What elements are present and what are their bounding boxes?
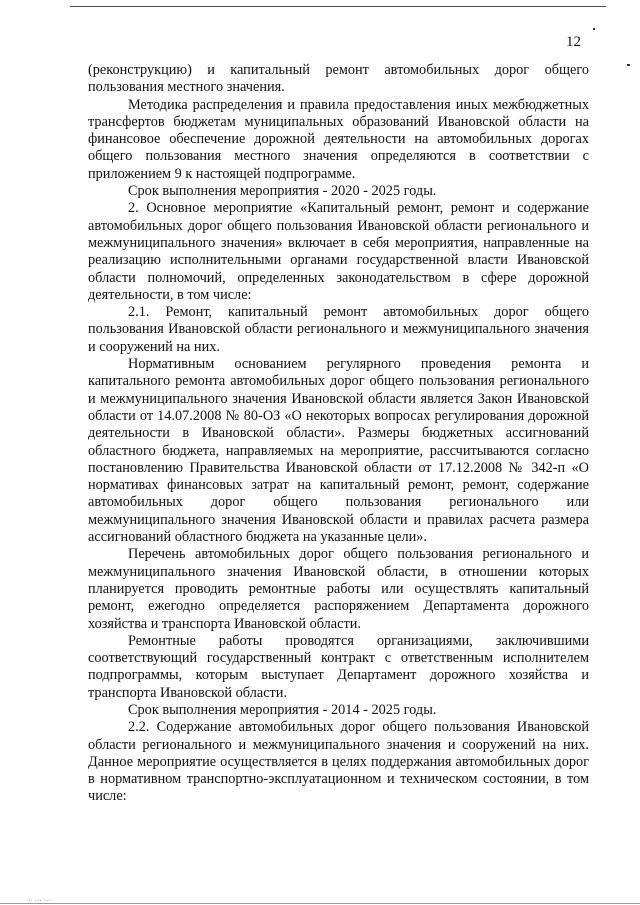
top-edge-line bbox=[70, 6, 606, 7]
scan-speck bbox=[627, 64, 630, 66]
paragraph-repair-works: Ремонтные работы проводятся организациями, заключившими соответствующий государственный контракт с ответственным исполнителем подпрограммы, которым выступает Департамент дорожного хозяйства и транспорта Ивановской области. bbox=[88, 632, 589, 701]
paragraph-road-list: Перечень автомобильных дорог общего пользования регионального и межмуниципального значения Ивановской области, в отношении которых планируется проводить ремонтные работы или осуществлять капитальный ремонт, ежегодно определяется распоряжением Департамента дорожного хозяйства и транспорта Ивановской области. bbox=[88, 546, 589, 632]
paragraph-item-2-2: 2.2. Содержание автомобильных дорог общего пользования Ивановской области регионального и межмуниципального значения и сооружений на них. Данное мероприятие осуществляется в целях поддержания автомобильных дорог в нормативном транспортно-эксплуатационном и техническом состоянии, в том числе: bbox=[88, 719, 589, 805]
paragraph-normative-basis: Нормативным основанием регулярного проведения ремонта и капитального ремонта автомобильных дорог общего пользования регионального и межмуниципального значения Ивановской области является Закон Ивановской области от 14.07.2008 № 80-ОЗ «О некоторых вопросах регулирования дорожной деятельности в Ивановской области». Размеры бюджетных ассигнований областного бюджета, направляемых на мероприятие, рассчитываются согласно постановлению Правительства Ивановской области от 17.12.2008 № 342-п «О нормативах финансовых затрат на капитальный ремонт, ремонт, содержание автомобильных дорог общего пользования регионального или межмуниципального значения Ивановской области и правилах расчета размера ассигнований областного бюджета на указанные цели». bbox=[88, 356, 589, 546]
paragraph-main-activity-2: 2. Основное мероприятие «Капитальный ремонт, ремонт и содержание автомобильных дорог общего пользования Ивановской области регионального и межмуниципального значения» включает в себя мероприятия, направленные на реализацию исполнительными органами государственной власти Ивановской области полномочий, определенных законодательством в сфере дорожной деятельности, в том числе: bbox=[88, 200, 589, 303]
scan-speck bbox=[593, 28, 595, 30]
bottom-edge-line bbox=[0, 903, 640, 904]
page-number: 12 bbox=[566, 34, 581, 50]
paragraph-deadline-2014: Срок выполнения мероприятия - 2014 - 2025 годы. bbox=[128, 701, 437, 718]
paragraph-continuation: (реконструкцию) и капитальный ремонт автомобильных дорог общего пользования местного значения. bbox=[88, 62, 589, 96]
footer-stamp: ... ... ... bbox=[26, 894, 51, 903]
paragraph-item-2-1: 2.1. Ремонт, капитальный ремонт автомобильных дорог общего пользования Ивановской области регионального и межмуниципального значения и сооружений на них. bbox=[88, 304, 589, 355]
paragraph-methodology: Методика распределения и правила предоставления иных межбюджетных трансфертов бюджетам муниципальных образований Ивановской области на финансовое обеспечение дорожной деятельности на автомобильных дорогах общего пользования местного значения определяются в соответствии с приложением 9 к настоящей подпрограмме. bbox=[88, 96, 589, 182]
paragraph-deadline-2020: Срок выполнения мероприятия - 2020 - 2025 годы. bbox=[128, 183, 437, 200]
document-body bbox=[88, 62, 589, 806]
